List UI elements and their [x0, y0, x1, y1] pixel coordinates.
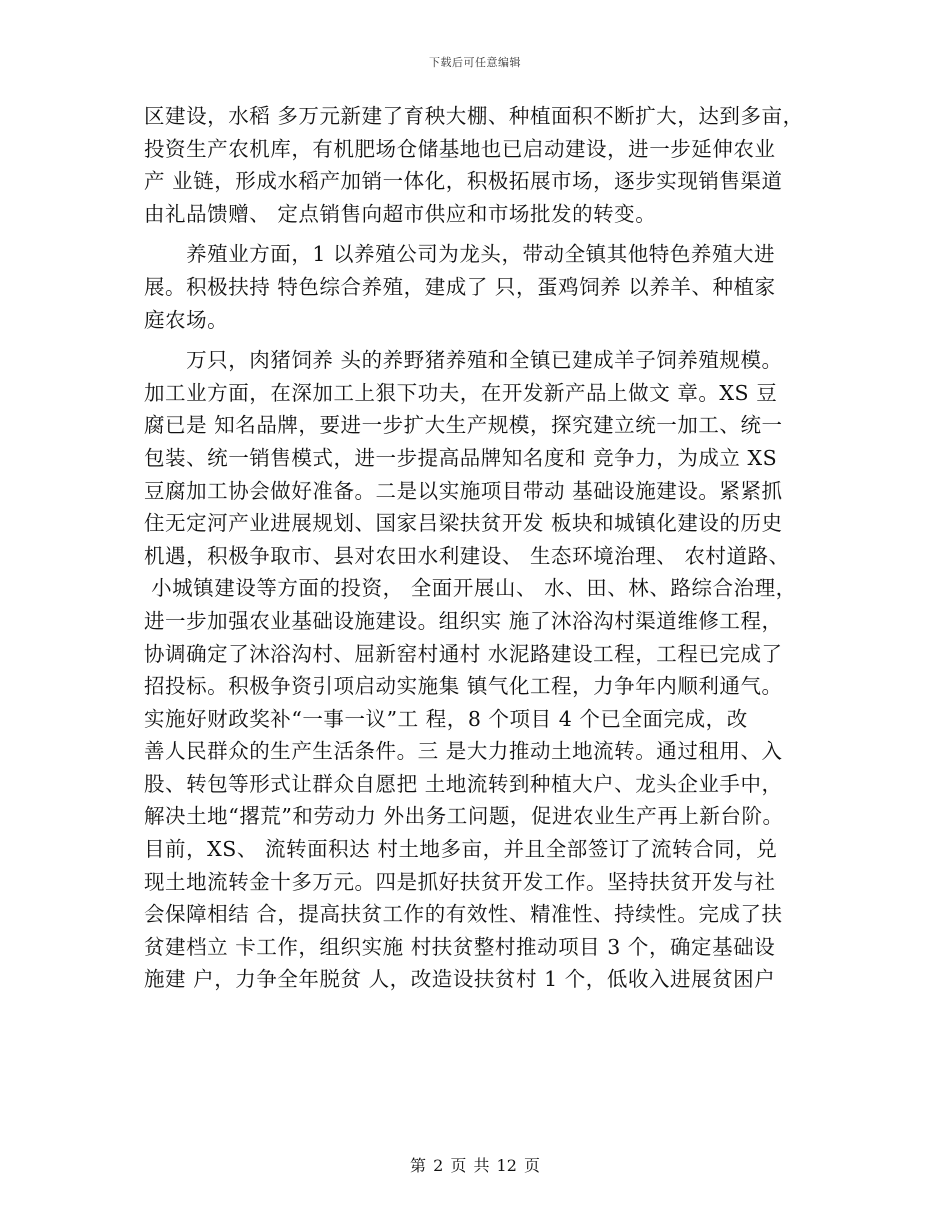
- text-line: 现土地流转金十多万元。四是抓好扶贫开发工作。坚持扶贫开发与社: [144, 869, 776, 894]
- text-line: 协调确定了沐浴沟村、屈新窑村通村 水泥路建设工程，工程已完成了: [144, 641, 783, 666]
- text-line: 万只，肉猪饲养 头的养野猪养殖和全镇已建成羊子饲养殖规模。: [144, 348, 783, 373]
- text-line: 投资生产农机库，有机肥场仓储基地也已启动建设，进一步延伸农业: [144, 136, 776, 161]
- text-line: 目前，XS、 流转面积达 村土地多亩，并且全部签订了流转合同，兑: [144, 837, 778, 862]
- body-text: [144, 100, 844, 996]
- text-line: 豆腐加工协会做好准备。二是以实施项目带动 基础设施建设。紧紧抓: [144, 478, 783, 503]
- text-line: 展。积极扶持 特色综合养殖，建成了 只，蛋鸡饲养 以养羊、种植家: [144, 274, 776, 299]
- text-line: 机遇，积极争取市、县对农田水利建设、 生态环境治理、 农村道路、: [144, 543, 790, 568]
- text-line: 区建设，水稻 多万元新建了育秧大棚、种植面积不断扩大，达到多亩，: [144, 104, 804, 128]
- text-line: 施建 户，力争全年脱贫 人，改造设扶贫村 1 个，低收入进展贫困户: [144, 967, 776, 992]
- text-line: 庭农场。: [144, 307, 229, 332]
- text-line: 产 业链，形成水稻产加销一体化，积极拓展市场，逐步实现销售渠道: [144, 169, 783, 194]
- text-line: 实施好财政奖补“一事一议”工 程，8 个项目 4 个已全面完成，改: [144, 706, 748, 731]
- text-line: 由礼品馈赠、 定点销售向超市供应和市场批发的转变。: [144, 201, 657, 226]
- text-line: 解决土地“撂荒”和劳动力 外出务工问题，促进农业生产再上新台阶。: [144, 804, 784, 829]
- page-header: 下载后可任意编辑: [429, 56, 521, 69]
- text-line: 住无定河产业进展规划、国家吕梁扶贫开发 板块和城镇化建设的历史: [144, 511, 783, 536]
- text-line: 股、转包等形式让群众自愿把 土地流转到种植大户、龙头企业手中，: [144, 771, 783, 796]
- text-line: 养殖业方面，1 以养殖公司为龙头，带动全镇其他特色养殖大进: [144, 242, 776, 267]
- text-line: 招投标。积极争资引项启动实施集 镇气化工程，力争年内顺利通气。: [144, 674, 783, 699]
- text-line: 贫建档立 卡工作，组织实施 村扶贫整村推动项目 3 个，确定基础设: [144, 934, 776, 959]
- text-line: 包装、统一销售模式，进一步提高品牌知名度和 竞争力，为成立 XS: [144, 445, 778, 470]
- text-line: 会保障相结 合，提高扶贫工作的有效性、精准性、持续性。完成了扶: [144, 902, 783, 927]
- text-line: 善人民群众的生产生活条件。三 是大力推动土地流转。通过租用、入: [144, 739, 783, 764]
- page-number-footer: 第 2 页 共 12 页: [410, 1156, 540, 1175]
- text-line: 腐已是 知名品牌，要进一步扩大生产规模，探究建立统一加工、统一: [144, 413, 783, 438]
- text-line: 加工业方面，在深加工上狠下功夫，在开发新产品上做文 章。XS 豆: [144, 380, 778, 405]
- text-line: 进一步加强农业基础设施建设。组织实 施了沐浴沟村渠道维修工程，: [144, 608, 783, 633]
- text-line: 小城镇建设等方面的投资， 全面开展山、 水、田、林、路综合治理，: [144, 576, 797, 601]
